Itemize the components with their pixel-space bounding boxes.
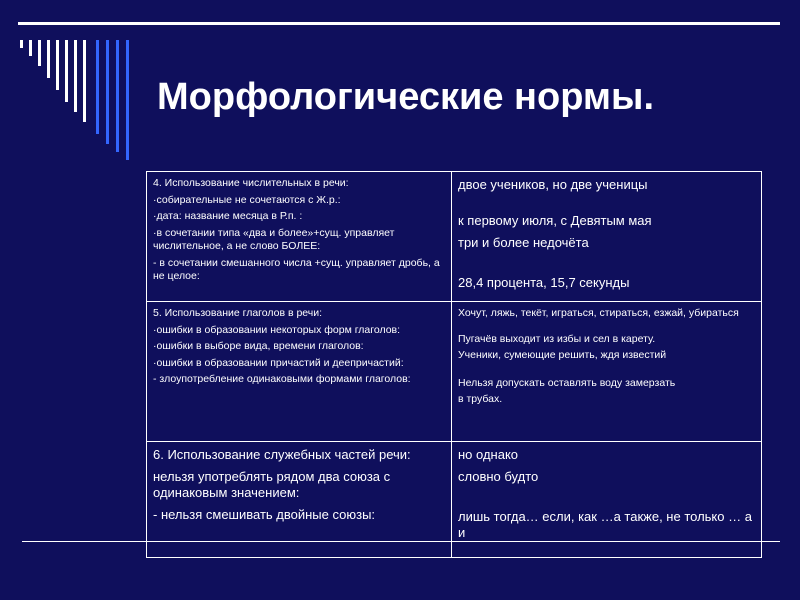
example-text: три и более недочёта (458, 235, 589, 250)
example-text: в трубах. (458, 393, 503, 405)
page-title: Морфологические нормы. (157, 76, 655, 118)
example-text: двое учеников, но две ученицы (458, 177, 648, 192)
table-row (147, 442, 762, 558)
example-text: 28,4 процента, 15,7 секунды (458, 275, 630, 290)
stripe (126, 40, 129, 160)
stripe (74, 40, 77, 112)
rule-cell (147, 172, 452, 302)
stripe (106, 40, 109, 144)
stripe (38, 40, 41, 66)
table-row (147, 172, 762, 302)
rule-text: ·в сочетании типа «два и более»+сущ. управляет числительное, а не слово БОЛЕЕ: (153, 226, 395, 252)
stripe (56, 40, 59, 90)
example-cell (452, 302, 762, 442)
rule-cell (147, 442, 452, 558)
example-text: лишь тогда… если, как …а также, не только … а и (458, 509, 752, 540)
rule-text: - нельзя смешивать двойные союзы: (153, 507, 376, 522)
stripe (83, 40, 86, 122)
rule-text: нельзя употреблять рядом два союза с одинаковым значением: (153, 469, 391, 500)
rule-text: ·ошибки в образовании некоторых форм глаголов: (153, 323, 401, 336)
stripe (29, 40, 32, 56)
example-text: Ученики, сумеющие решить, ждя известий (458, 349, 667, 361)
stripe (116, 40, 119, 152)
rule-heading: 6. Использование служебных частей речи: (153, 447, 411, 462)
rule-text: - в сочетании смешанного числа +сущ. управляет дробь, а не целое: (153, 256, 440, 282)
example-text: Нельзя допускать оставлять воду замерзать (458, 376, 676, 389)
table-row (147, 302, 762, 442)
rule-heading: 5. Использование глаголов в речи: (153, 307, 323, 319)
stripe (96, 40, 99, 134)
rule-cell (147, 302, 452, 442)
example-cell (452, 442, 762, 558)
stripe (20, 40, 23, 48)
stripe (65, 40, 68, 102)
example-text: но однако (458, 447, 519, 462)
rule-text: - злоупотребление одинаковыми формами глаголов: (153, 373, 411, 385)
rule-text: ·собирательные не сочетаются с Ж.р.: (153, 193, 341, 206)
rule-text: ·ошибки в образовании причастий и деепричастий: (153, 356, 404, 369)
norms-table (146, 171, 762, 558)
example-cell (452, 172, 762, 302)
rule-text: ·дата: название месяца в Р.п. : (153, 210, 303, 222)
rule-heading: 4. Использование числительных в речи: (153, 177, 349, 189)
decorative-stripes (0, 0, 140, 170)
rule-text: ·ошибки в выборе вида, времени глаголов: (153, 340, 364, 352)
example-text: к первому июля, с Девятым мая (458, 213, 652, 228)
example-text: Пугачёв выходит из избы и сел в карету. (458, 332, 656, 345)
example-text: словно будто (458, 469, 539, 484)
stripe (47, 40, 50, 78)
example-text: Хочут, ляжь, текёт, играться, стираться, езжай, убираться (458, 307, 739, 319)
